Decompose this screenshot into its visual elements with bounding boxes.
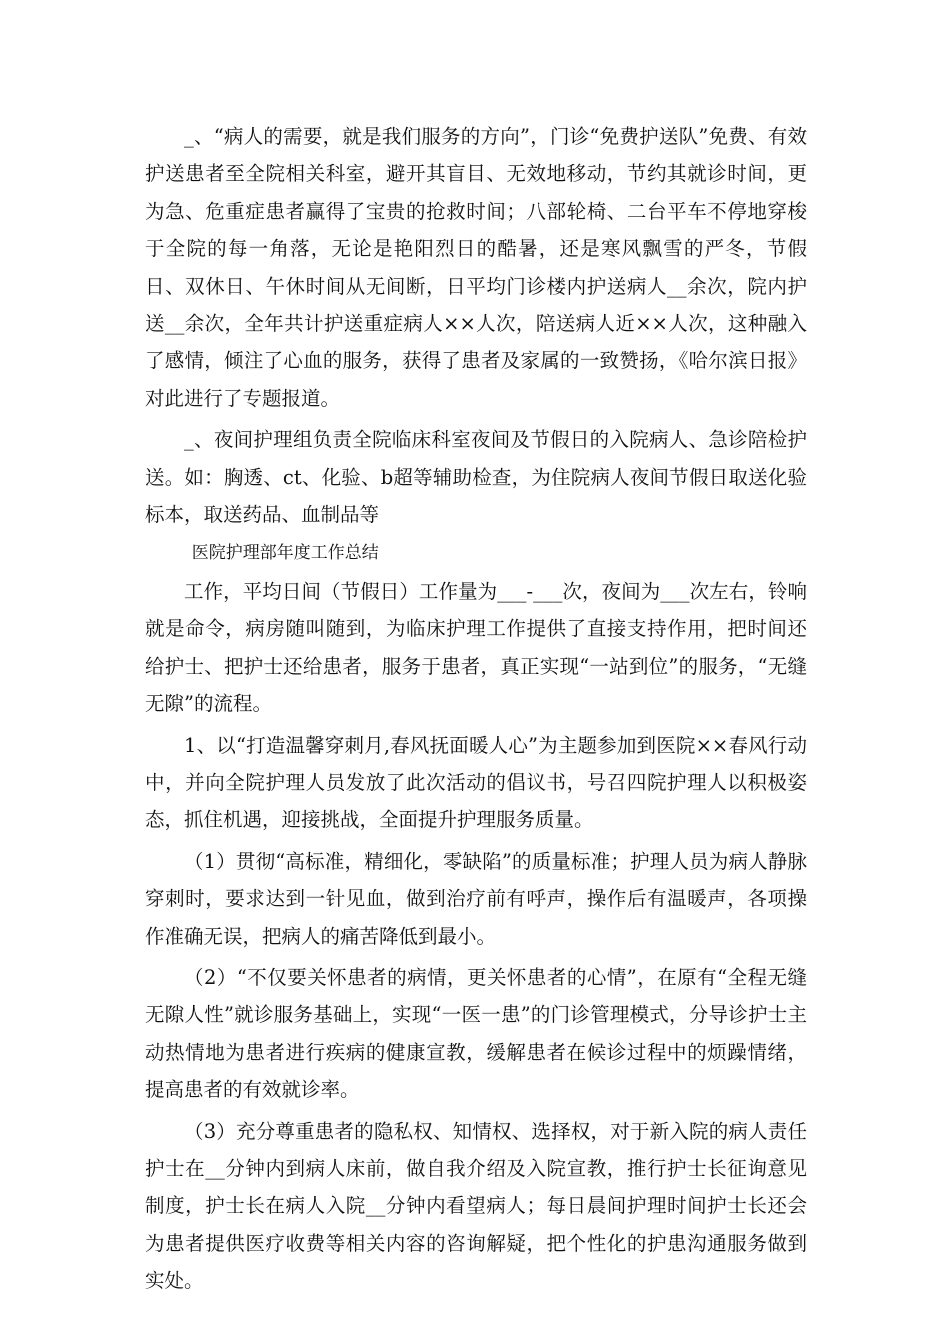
- document-page: [145, 118, 807, 1300]
- paragraph-workload: 工作，平均日间（节假日）工作量为___-___次，夜间为___次左右，铃响就是命令，病房随叫随到，为临床护理工作提供了直接支持作用，把时间还给护士、把护士还给患者，服务于患者，真正实现“一站到位”的服务，“无缝无隙”的流程。: [145, 579, 807, 716]
- paragraph-spring-campaign: 1、以“打造温馨穿刺月,春风抚面暖人心”为主题参加到医院××春风行动中，并向全院护理人员发放了此次活动的倡议书，号召四院护理人以积极姿态，抓住机遇，迎接挑战，全面提升护理服务质量。: [145, 733, 807, 832]
- paragraph-escort-team: _、“病人的需要，就是我们服务的方向”，门诊“免费护送队”免费、有效护送患者至全院相关科室，避开其盲目、无效地移动，节约其就诊时间，更为急、危重症患者赢得了宝贵的抢救时间；八部轮椅、二台平车不停地穿梭于全院的每一角落，无论是艳阳烈日的酷暑，还是寒风飘雪的严冬，节假日、双休日、午休时间从无间断，日平均门诊楼内护送病人__余次，院内护送__余次，全年共计护送重症病人××人次，陪送病人近××人次，这种融入了感情，倾注了心血的服务，获得了患者及家属的一致赞扬，《哈尔滨日报》对此进行了专题报道。: [145, 125, 807, 410]
- paragraph-night-nursing: _、夜间护理组负责全院临床科室夜间及节假日的入院病人、急诊陪检护送。如：胸透、ct、化验、b超等辅助检查，为住院病人夜间节假日取送化验标本，取送药品、血制品等: [145, 428, 807, 527]
- paragraph-item-2: （2）“不仅要关怀患者的病情，更关怀患者的心情”，在原有“全程无缝无隙人性”就诊服务基础上，实现“一医一患”的门诊管理模式，分导诊护士主动热情地为患者进行疾病的健康宣教，缓解患者在候诊过程中的烦躁情绪，提高患者的有效就诊率。: [145, 965, 807, 1102]
- section-heading: 医院护理部年度工作总结: [191, 543, 379, 564]
- paragraph-item-1: （1）贯彻“高标准，精细化，零缺陷”的质量标准；护理人员为病人静脉穿刺时，要求达到一针见血，做到治疗前有呼声，操作后有温暖声，各项操作准确无误，把病人的痛苦降低到最小。: [145, 849, 807, 948]
- paragraph-item-3: （3）充分尊重患者的隐私权、知情权、选择权，对于新入院的病人责任护士在__分钟内到病人床前，做自我介绍及入院宣教，推行护士长征询意见制度，护士长在病人入院__分钟内看望病人；每日晨间护理时间护士长还会为患者提供医疗收费等相关内容的咨询解疑，把个性化的护患沟通服务做到实处。: [145, 1119, 807, 1293]
